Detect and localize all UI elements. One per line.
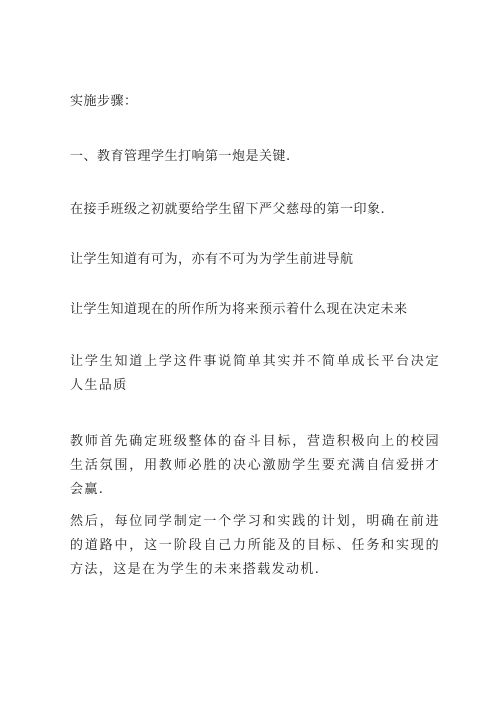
- paragraph-5: 教师首先确定班级整体的奋斗目标，营造积极向上的校园生活氛围，用教师必胜的决心激励学生要充满自信爱拼才会赢.: [70, 434, 440, 497]
- section-title: 一、教育管理学生打响第一炮是关键.: [70, 149, 291, 164]
- paragraph-2: 让学生知道有可为，亦有不可为为学生前进导航: [70, 252, 354, 267]
- paragraph-1: 在接手班级之初就要给学生留下严父慈母的第一印象.: [70, 202, 386, 217]
- paragraph-6: 然后，每位同学制定一个学习和实践的计划，明确在前进的道路中，这一阶段自己力所能及的目标、任务和实现的方法，这是在为学生的未来搭载发动机.: [70, 514, 440, 577]
- paragraph-3: 让学生知道现在的所作所为将来预示着什么现在决定未来: [70, 302, 408, 317]
- paragraph-4: 让学生知道上学这件事说简单其实并不简单成长平台决定人生品质: [70, 354, 440, 393]
- document-heading: 实施步骤：: [70, 94, 138, 109]
